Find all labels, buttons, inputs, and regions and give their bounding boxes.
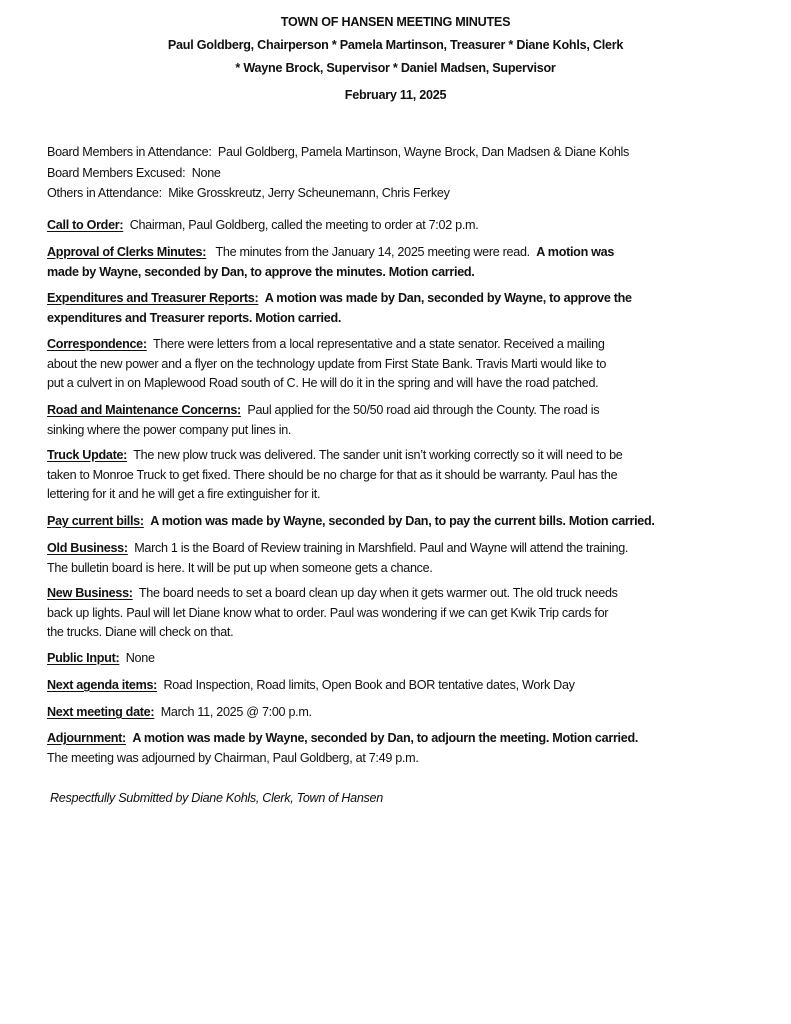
section-label: Call to Order: (47, 218, 124, 232)
section-old-business (47, 539, 777, 578)
section-approval-minutes (47, 243, 777, 282)
section-text: lettering for it and he will get a fire extinguisher for it. (47, 487, 321, 501)
section-label: Next agenda items: (47, 678, 158, 692)
attendance-others (47, 184, 777, 204)
motion-text: expenditures and Treasurer reports. Motion carried. (47, 310, 342, 325)
meeting-date: February 11, 2025 (344, 88, 447, 102)
attendance-block (47, 143, 777, 204)
section-adjournment (47, 729, 777, 768)
attendance-present-value: Paul Goldberg, Pamela Martinson, Wayne Brock, Dan Madsen & Diane Kohls (217, 145, 630, 159)
attendance-present (47, 143, 777, 163)
section-label: Adjournment: (47, 731, 126, 745)
section-call-to-order (47, 216, 777, 236)
section-text: Paul applied for the 50/50 road aid through the County. The road is (247, 403, 600, 417)
motion-text: made by Wayne, seconded by Dan, to approve the minutes. Motion carried. (47, 264, 475, 279)
section-text: March 1 is the Board of Review training in Marshfield. Paul and Wayne will attend the training. (134, 541, 629, 555)
section-label: Truck Update: (47, 448, 128, 462)
document-title: TOWN OF HANSEN MEETING MINUTES (280, 15, 511, 29)
section-text: Road Inspection, Road limits, Open Book and BOR tentative dates, Work Day (163, 678, 575, 692)
section-next-meeting (47, 703, 777, 723)
officers-line-2: * Wayne Brock, Supervisor * Daniel Madsen, Supervisor (235, 61, 556, 75)
section-label: Correspondence: (47, 337, 147, 351)
section-truck-update (47, 446, 777, 505)
section-text: about the new power and a flyer on the technology update from First State Bank. Travis Marti would like to (47, 356, 607, 371)
section-text: taken to Monroe Truck to get fixed. There should be no charge for that as it should be warranty. Paul has the (47, 467, 618, 482)
section-correspondence (47, 335, 777, 394)
section-public-input (47, 649, 777, 669)
attendance-others-label: Others in Attendance: (47, 186, 162, 200)
section-label: Public Input: (47, 651, 120, 665)
section-text: The board needs to set a board clean up day when it gets warmer out. The old truck needs (138, 586, 618, 600)
motion-text: A motion was (536, 245, 615, 259)
attendance-present-label: Board Members in Attendance: (47, 145, 212, 159)
section-text: The minutes from the January 14, 2025 meeting were read. (215, 245, 530, 259)
section-label: Expenditures and Treasurer Reports: (47, 291, 259, 305)
officers-line-1: Paul Goldberg, Chairperson * Pamela Martinson, Treasurer * Diane Kohls, Clerk (167, 38, 624, 52)
section-new-business (47, 584, 777, 643)
attendance-excused-value: None (191, 165, 221, 180)
section-text: put a culvert in on Maplewood Road south of C. He will do it in the spring and will have the road patched. (47, 376, 599, 390)
signature: Respectfully Submitted by Diane Kohls, Clerk, Town of Hansen (50, 791, 383, 805)
section-label: New Business: (47, 586, 133, 600)
section-text: The new plow truck was delivered. The sander unit isn’t working correctly so it will need to be (133, 448, 623, 462)
section-road-maintenance (47, 401, 777, 440)
section-label: Next meeting date: (47, 705, 155, 719)
section-text: March 11, 2025 @ 7:00 p.m. (160, 705, 312, 719)
section-text: The meeting was adjourned by Chairman, Paul Goldberg, at 7:49 p.m. (47, 750, 419, 765)
section-text: the trucks. Diane will check on that. (47, 625, 234, 639)
motion-text: A motion was made by Wayne, seconded by Dan, to pay the current bills. Motion carried. (150, 514, 655, 528)
motion-text: A motion was made by Wayne, seconded by Dan, to adjourn the meeting. Motion carried. (132, 731, 639, 745)
attendance-excused-label: Board Members Excused: (47, 165, 186, 180)
section-pay-bills (47, 512, 777, 532)
section-label: Old Business: (47, 541, 128, 555)
section-label: Pay current bills: (47, 514, 144, 528)
section-text: sinking where the power company put lines in. (47, 422, 292, 437)
section-text: Chairman, Paul Goldberg, called the meeting to order at 7:02 p.m. (129, 218, 479, 232)
section-text: The bulletin board is here. It will be put up when someone gets a chance. (47, 560, 433, 575)
section-expenditures (47, 289, 777, 328)
section-text: back up lights. Paul will let Diane know what to order. Paul was wondering if we can get Kwik Trip cards for (47, 605, 609, 620)
attendance-excused (47, 164, 777, 184)
section-next-agenda (47, 676, 777, 696)
attendance-others-value: Mike Grosskreutz, Jerry Scheunemann, Chris Ferkey (168, 186, 450, 200)
section-text: There were letters from a local representative and a state senator. Received a mailing (152, 337, 605, 351)
section-label: Road and Maintenance Concerns: (47, 403, 241, 417)
section-label: Approval of Clerks Minutes: (47, 245, 207, 259)
section-text: None (125, 651, 155, 665)
motion-text: A motion was made by Dan, seconded by Wayne, to approve the (264, 291, 632, 305)
